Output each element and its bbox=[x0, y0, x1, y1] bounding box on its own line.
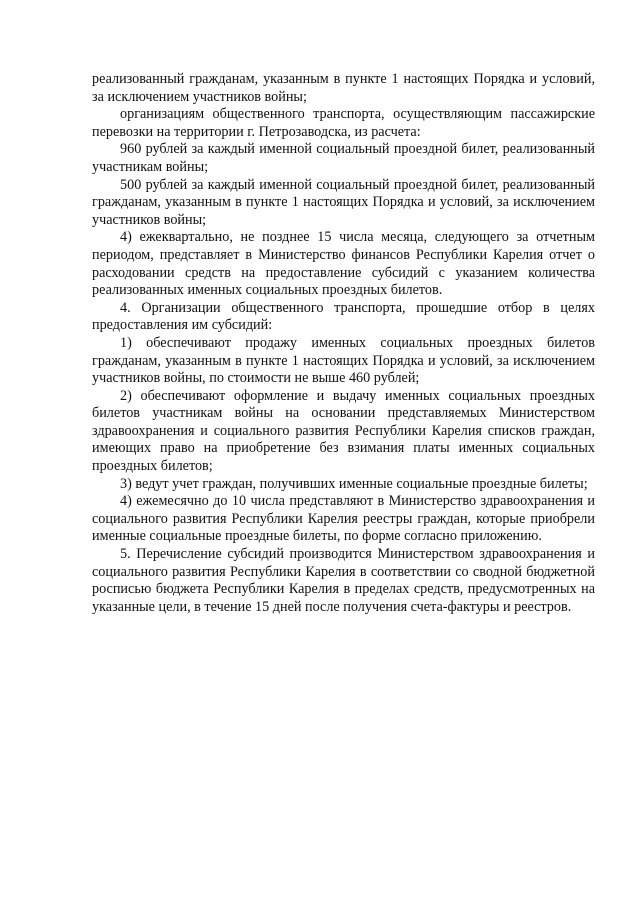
paragraph-8: 2) обеспечивают оформление и выдачу именных социальных проездных билетов участникам войны на основании представляемых Министерством здравоохранения и социального развития Республики Карелия списков граждан, имеющих право на приобретение без взимания платы именных социальных проездных билетов; bbox=[92, 387, 595, 475]
paragraph-11: 5. Перечисление субсидий производится Министерством здравоохранения и социального развития Республики Карелия в соответствии со сводной бюджетной росписью бюджета Республики Карелия в пределах средств, предусмотренных на указанные цели, в течение 15 дней после получения счета-фактуры и реестров. bbox=[92, 546, 595, 615]
paragraph-7: 1) обеспечивают продажу именных социальных проездных билетов гражданам, указанным в пункте 1 настоящих Порядка и условий, за исключением участников войны, по стоимости не выше 460 рублей; bbox=[92, 334, 595, 387]
paragraph-1: реализованный гражданам, указанным в пункте 1 настоящих Порядка и условий, за исключением участников войны; bbox=[92, 71, 595, 105]
paragraph-5: 4) ежеквартально, не позднее 15 числа месяца, следующего за отчетным периодом, представляет в Министерство финансов Республики Карелия отчет о расходовании средств на предоставление субсидий с указанием количества реализованных именных социальных проездных билетов. bbox=[92, 229, 595, 299]
paragraph-2: организациям общественного транспорта, осуществляющим пассажирские перевозки на территории г. Петрозаводска, из расчета: bbox=[92, 106, 595, 140]
paragraph-9: 3) ведут учет граждан, получивших именные социальные проездные билеты; bbox=[120, 475, 588, 492]
document-body bbox=[92, 71, 595, 616]
paragraph-4: 500 рублей за каждый именной социальный проездной билет, реализованный гражданам, указанным в пункте 1 настоящих Порядка и условий, за исключением участников войны; bbox=[92, 176, 595, 228]
paragraph-6: 4. Организации общественного транспорта, прошедшие отбор в целях предоставления им субсидий: bbox=[92, 299, 595, 334]
paragraph-10: 4) ежемесячно до 10 числа представляют в Министерство здравоохранения и социального развития Республики Карелия реестры граждан, которые приобрели именные социальные проездные билеты, по форме согласно приложению. bbox=[92, 493, 595, 545]
paragraph-3: 960 рублей за каждый именной социальный проездной билет, реализованный участникам войны; bbox=[92, 141, 595, 175]
